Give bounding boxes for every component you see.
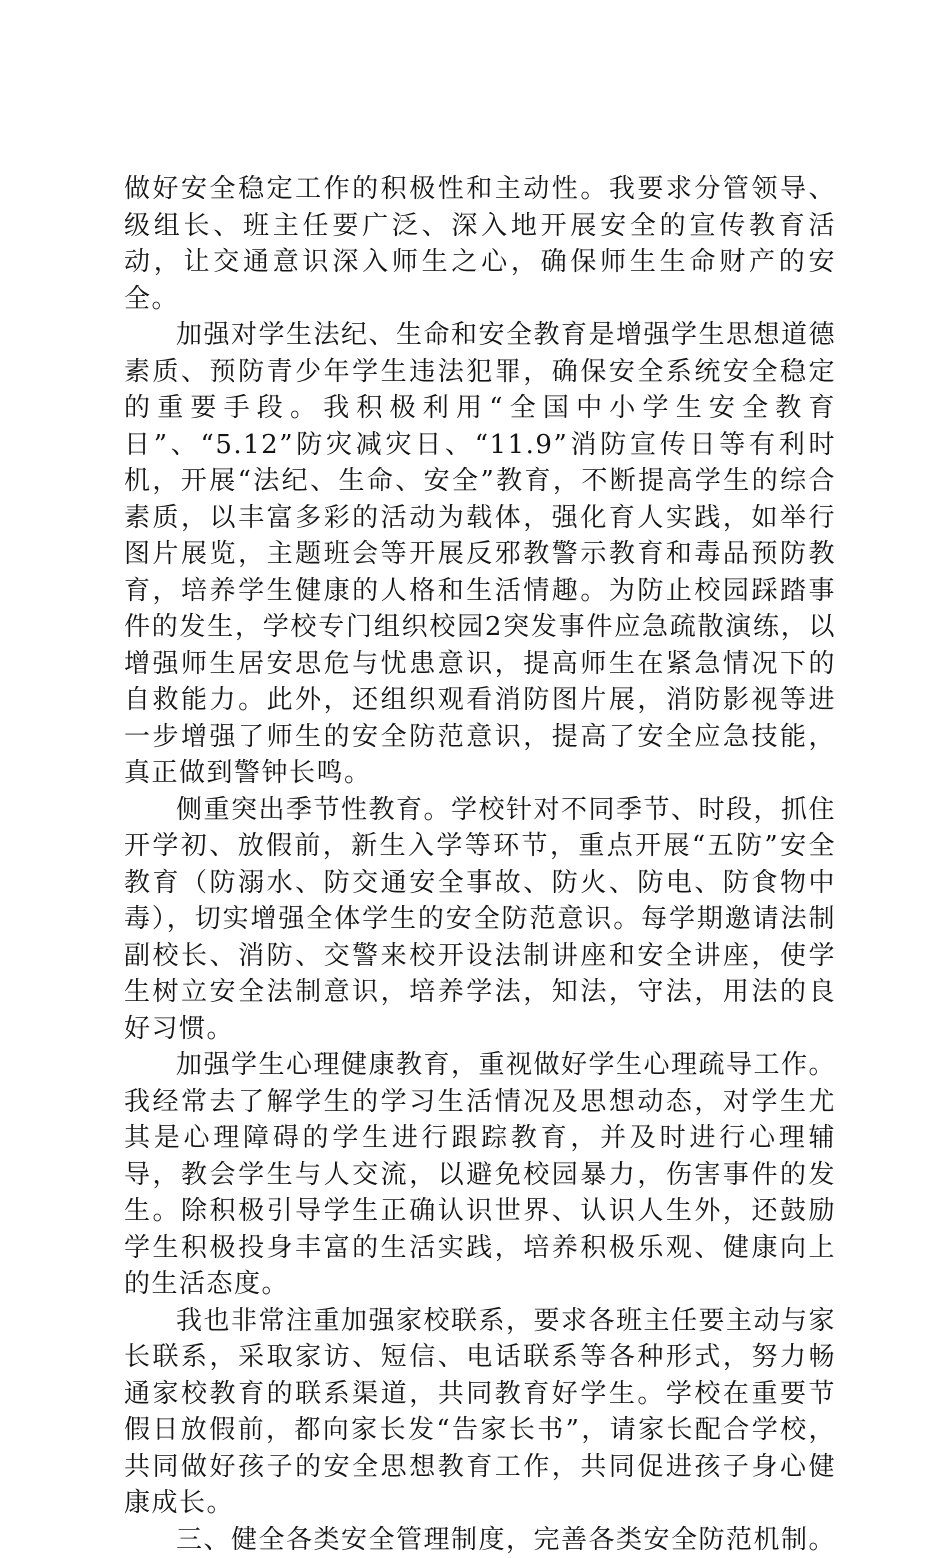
section-heading: 三、健全各类安全管理制度，完善各类安全防范机制。: [124, 1522, 836, 1558]
document-body: [124, 171, 836, 1558]
paragraph-3: 侧重突出季节性教育。学校针对不同季节、时段，抓住开学初、放假前，新生入学等环节，重点开展“五防”安全教育（防溺水、防交通安全事故、防火、防电、防食物中毒），切实增强全体学生的安全防范意识。每学期邀请法制副校长、消防、交警来校开设法制讲座和安全讲座，使学生树立安全法制意识，培养学法，知法，守法，用法的良好习惯。: [124, 792, 836, 1048]
paragraph-4: 加强学生心理健康教育，重视做好学生心理疏导工作。我经常去了解学生的学习生活情况及思想动态，对学生尤其是心理障碍的学生进行跟踪教育，并及时进行心理辅导，教会学生与人交流，以避免校园暴力，伤害事件的发生。除积极引导学生正确认识世界、认识人生外，还鼓励学生积极投身丰富的生活实践，培养积极乐观、健康向上的生活态度。: [124, 1047, 836, 1303]
paragraph-5: 我也非常注重加强家校联系，要求各班主任要主动与家长联系，采取家访、短信、电话联系等各种形式，努力畅通家校教育的联系渠道，共同教育好学生。学校在重要节假日放假前，都向家长发“告家长书”，请家长配合学校，共同做好孩子的安全思想教育工作，共同促进孩子身心健康成长。: [124, 1303, 836, 1522]
paragraph-2: 加强对学生法纪、生命和安全教育是增强学生思想道德素质、预防青少年学生违法犯罪，确保安全系统安全稳定的重要手段。我积极利用“全国中小学生安全教育日”、“5.12”防灾减灾日、“11.9”消防宣传日等有利时机，开展“法纪、生命、安全”教育，不断提高学生的综合素质，以丰富多彩的活动为载体，强化育人实践，如举行图片展览，主题班会等开展反邪教警示教育和毒品预防教育，培养学生健康的人格和生活情趣。为防止校园踩踏事件的发生，学校专门组织校园2突发事件应急疏散演练，以增强师生居安思危与忧患意识，提高师生在紧急情况下的自救能力。此外，还组织观看消防图片展，消防影视等进一步增强了师生的安全防范意识，提高了安全应急技能，真正做到警钟长鸣。: [124, 317, 836, 792]
paragraph-1: 做好安全稳定工作的积极性和主动性。我要求分管领导、级组长、班主任要广泛、深入地开展安全的宣传教育活动，让交通意识深入师生之心，确保师生生命财产的安全。: [124, 171, 836, 317]
